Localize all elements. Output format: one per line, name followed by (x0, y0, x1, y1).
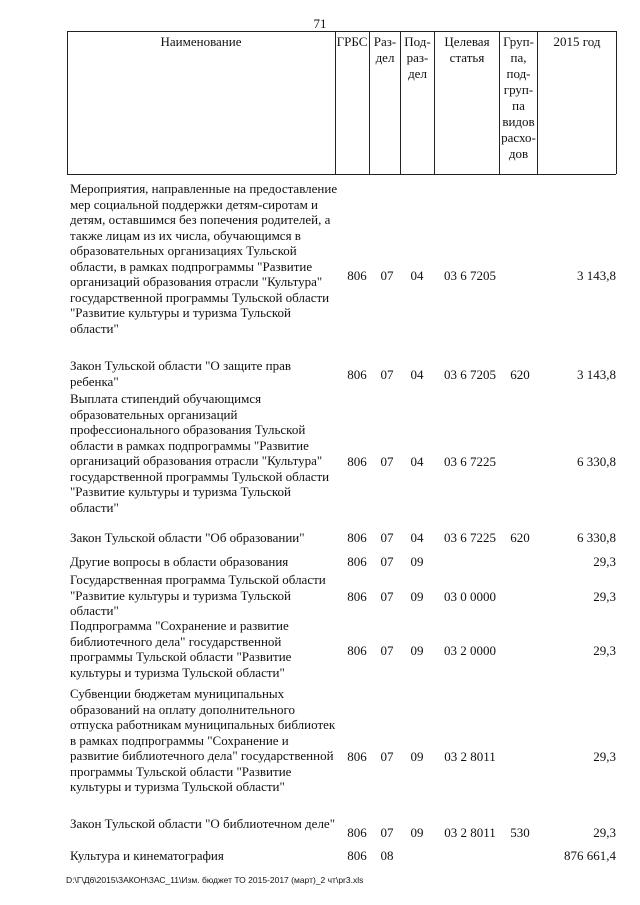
row-celevaya: 03 6 7205 (444, 268, 496, 283)
row-name: Закон Тульской области "О библиотечном деле" (70, 816, 336, 831)
header-divider (616, 31, 617, 174)
row-razdel: 07 (380, 367, 394, 382)
row-razdel: 07 (380, 589, 394, 604)
header-grbs: ГРБС (336, 34, 368, 49)
row-razdel: 07 (380, 454, 394, 469)
row-celevaya: 03 6 7225 (444, 454, 496, 469)
row-grbs: 806 (347, 825, 367, 840)
row-sum: 29,3 (593, 589, 616, 604)
row-grbs: 806 (347, 554, 367, 569)
row-podrazdel: 09 (410, 554, 424, 569)
page-number: 71 (313, 16, 327, 31)
row-sum: 876 661,4 (564, 848, 616, 863)
row-sum: 29,3 (593, 643, 616, 658)
row-grbs: 806 (347, 268, 367, 283)
header-divider (537, 31, 538, 174)
file-path-footer: D:\Г\Д6\2015\ЗАКОН\ЗАС_11\Изм. бюджет ТО 2015-2017 (март)_2 чт\pr3.xls (66, 875, 364, 885)
row-celevaya: 03 2 8011 (444, 825, 496, 840)
row-grbs: 806 (347, 454, 367, 469)
row-podrazdel: 04 (410, 530, 424, 545)
row-podrazdel: 09 (410, 589, 424, 604)
row-razdel: 07 (380, 268, 394, 283)
row-podrazdel: 09 (410, 825, 424, 840)
row-podrazdel: 09 (410, 749, 424, 764)
row-razdel: 07 (380, 530, 394, 545)
header-gruppa: Груп- па, под- груп- па видов расхо- дов (501, 34, 536, 161)
row-name: Другие вопросы в области образования (70, 554, 289, 569)
header-celevaya: Целевая статья (444, 34, 490, 65)
row-celevaya: 03 0 0000 (444, 589, 496, 604)
row-name: Подпрограмма "Сохранение и развитие библиотечного дела" государственной программы Тульской области "Развитие культуры и туризма Тульской области" (70, 618, 292, 680)
row-grbs: 806 (347, 643, 367, 658)
header-bottom-border (67, 174, 616, 175)
row-podrazdel: 04 (410, 367, 424, 382)
row-podrazdel: 04 (410, 454, 424, 469)
header-year: 2015 год (553, 34, 601, 49)
header-divider (335, 31, 336, 174)
header-divider (434, 31, 435, 174)
header-podrazdel: Под- раз- дел (404, 34, 431, 81)
header-divider (67, 31, 68, 174)
row-sum: 29,3 (593, 749, 616, 764)
row-grbs: 806 (347, 749, 367, 764)
row-name: Субвенции бюджетам муниципальных образований на оплату дополнительного отпуска работникам муниципальных библиотек в рамках подпрограммы "Сохранение и развитие библиотечного дела" государственной программы Тульской области "Развитие культуры и туризма Тульской области" (70, 686, 336, 794)
row-name: Закон Тульской области "О защите прав ребенка" (70, 358, 292, 389)
header-razdel: Раз- дел (373, 34, 397, 65)
row-podrazdel: 09 (410, 643, 424, 658)
row-name: Выплата стипендий обучающимся образовательных организаций профессионального образования Тульской области в рамках подпрограммы "Развитие организаций образования отрасли "Культура" государственной программы Тульской области "Развитие культуры и туризма Тульской области" (70, 391, 330, 515)
row-celevaya: 03 2 8011 (444, 749, 496, 764)
row-name: Мероприятия, направленные на предоставление мер социальной поддержки детям-сиротам и детям, оставшимся без попечения родителей, а также лицам из их числа, обучающимся в образовательных организациях Тульской области, в рамках подпрограммы "Развитие организаций образования отрасли "Культура" государственной программы Тульской области "Развитие культуры и туризма Тульской области" (70, 181, 338, 336)
row-name: Государственная программа Тульской области "Развитие культуры и туризма Тульской области" (70, 572, 326, 618)
row-sum: 6 330,8 (577, 454, 616, 469)
row-sum: 3 143,8 (577, 268, 616, 283)
row-podrazdel: 04 (410, 268, 424, 283)
row-gruppa: 530 (510, 825, 530, 840)
header-name: Наименование (160, 34, 242, 49)
row-razdel: 08 (380, 848, 394, 863)
row-gruppa: 620 (510, 530, 530, 545)
row-grbs: 806 (347, 589, 367, 604)
row-razdel: 07 (380, 749, 394, 764)
row-gruppa: 620 (510, 367, 530, 382)
row-sum: 3 143,8 (577, 367, 616, 382)
row-grbs: 806 (347, 367, 367, 382)
row-grbs: 806 (347, 848, 367, 863)
row-razdel: 07 (380, 825, 394, 840)
row-razdel: 07 (380, 643, 394, 658)
row-celevaya: 03 6 7205 (444, 367, 496, 382)
header-top-border (67, 31, 616, 32)
row-name: Культура и кинематография (70, 848, 224, 863)
row-grbs: 806 (347, 530, 367, 545)
row-name: Закон Тульской области "Об образовании" (70, 530, 305, 545)
row-celevaya: 03 2 0000 (444, 643, 496, 658)
row-sum: 6 330,8 (577, 530, 616, 545)
row-sum: 29,3 (593, 825, 616, 840)
row-razdel: 07 (380, 554, 394, 569)
row-sum: 29,3 (593, 554, 616, 569)
row-celevaya: 03 6 7225 (444, 530, 496, 545)
